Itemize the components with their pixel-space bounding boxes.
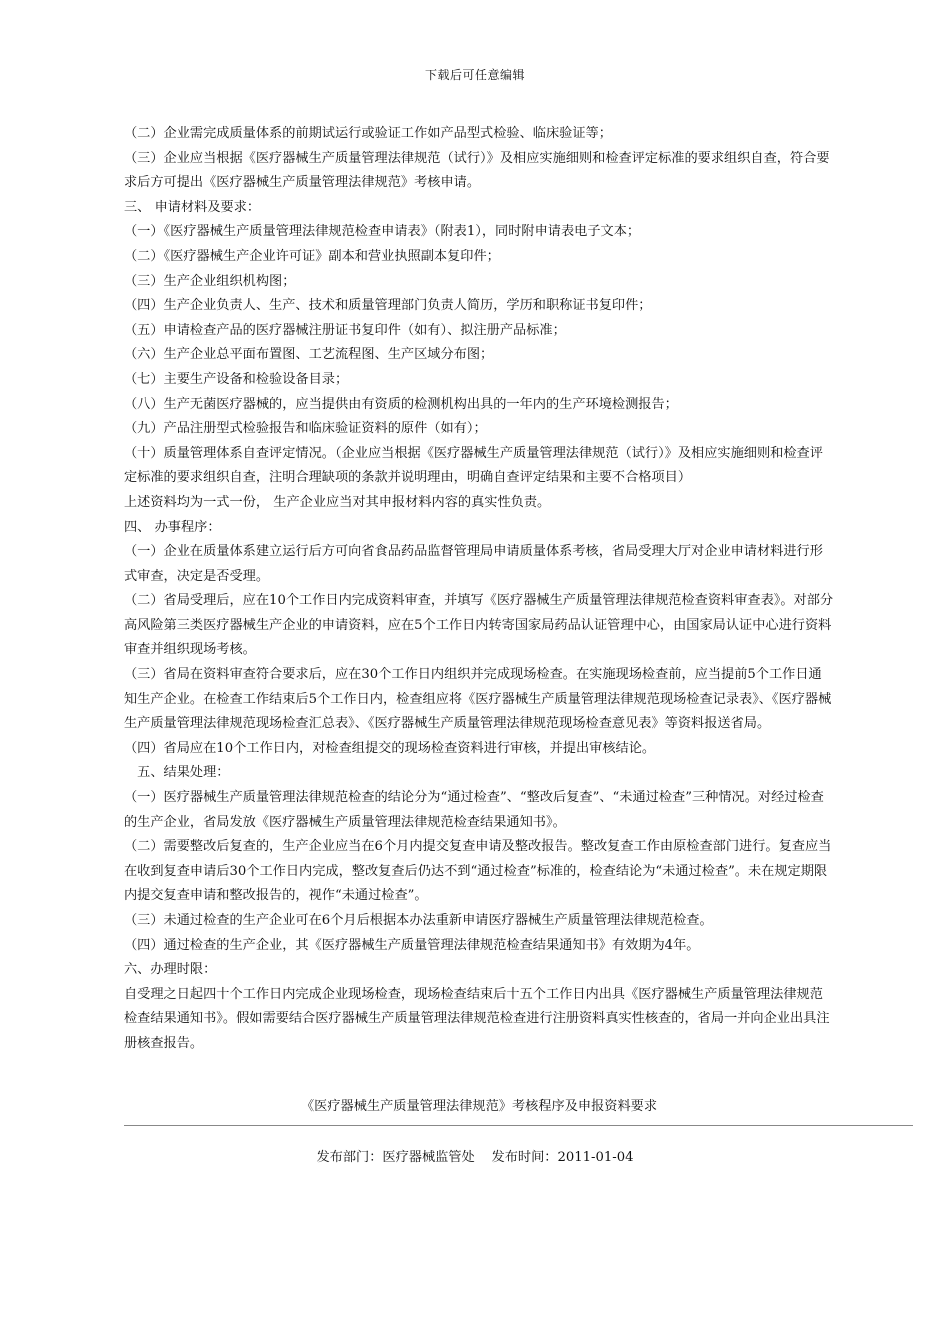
paragraph: （三）生产企业组织机构图；: [124, 273, 296, 289]
paragraph: （三）省局在资料审查符合要求后，应在30个工作日内组织并完成现场检查。在实施现场检查前，应当提前5个工作日通知生产企业。在检查工作结束后5个工作日内，检查组应将《医疗器械生产质量管理法律规范现场检查记录表》、《医疗器械生产质量管理法律规范现场检查汇总表》、《医疗器械生产质量管理法律规范现场检查意见表》等资料报送省局。: [124, 667, 832, 732]
document-title: 《医疗器械生产质量管理法律规范》考核程序及申报资料要求: [300, 1099, 658, 1114]
publish-info: 发布部门：医疗器械监管处 发布时间：2011-01-04: [316, 1150, 634, 1165]
paragraph: （二）省局受理后，应在10个工作日内完成资料审查，并填写《医疗器械生产质量管理法律规范检查资料审查表》。对部分高风险第三类医疗器械生产企业的申请资料，应在5个工作日内转寄国家局药品认证管理中心，由国家局认证中心进行资料审查并组织现场考核。: [124, 593, 834, 658]
paragraph: （三）企业应当根据《医疗器械生产质量管理法律规范（试行）》及相应实施细则和检查评定标准的要求组织自查，符合要求后方可提出《医疗器械生产质量管理法律规范》考核申请。: [124, 150, 830, 191]
paragraph: （二）需要整改后复查的，生产企业应当在6个月内提交复查申请及整改报告。整改复查工作由原检查部门进行。复查应当在收到复查申请后30个工作日内完成，整改复查后仍达不到“通过检查”标准的，检查结论为“未通过检查”。未在规定期限内提交复查申请和整改报告的，视作“未通过检查”。: [124, 839, 832, 904]
paragraph: 上述资料均为一式一份， 生产企业应当对其申报材料内容的真实性负责。: [124, 494, 551, 510]
paragraph: （十）质量管理体系自查评定情况。（企业应当根据《医疗器械生产质量管理法律规范（试行）》及相应实施细则和检查评定标准的要求组织自查，注明合理缺项的条款并说明理由，明确自查评定结果和主要不合格项目）: [124, 445, 823, 486]
paragraph: （一）企业在质量体系建立运行后方可向省食品药品监督管理局申请质量体系考核，省局受理大厅对企业申请材料进行形式审查，决定是否受理。: [124, 544, 823, 584]
paragraph: 自受理之日起四十个工作日内完成企业现场检查，现场检查结束后十五个工作日内出具《医疗器械生产质量管理法律规范检查结果通知书》。假如需要结合医疗器械生产质量管理法律规范检查进行注册资料真实性核查的，省局一并向企业出具注册核查报告。: [124, 986, 830, 1051]
paragraph: （一）《医疗器械生产质量管理法律规范检查申请表》（附表1），同时附申请表电子文本；: [124, 224, 641, 240]
document-body: [124, 122, 834, 1057]
paragraph: （八）生产无菌医疗器械的，应当提供由有资质的检测机构出具的一年内的生产环境检测报告；: [124, 396, 678, 412]
paragraph: （四）省局应在10个工作日内，对检查组提交的现场检查资料进行审核，并提出审核结论。: [124, 740, 656, 756]
paragraph: （四）生产企业负责人、生产、技术和质量管理部门负责人简历，学历和职称证书复印件；: [124, 298, 652, 314]
divider: [124, 1125, 913, 1126]
paragraph: （六）生产企业总平面布置图、工艺流程图、生产区域分布图；: [124, 347, 494, 363]
paragraph: （一）医疗器械生产质量管理法律规范检查的结论分为“通过检查”、“整改后复查”、“未通过检查”三种情况。对经过检查的生产企业，省局发放《医疗器械生产质量管理法律规范检查结果通知书》。: [124, 790, 824, 830]
paragraph: （七）主要生产设备和检验设备目录；: [124, 371, 349, 387]
paragraph: （四）通过检查的生产企业，其《医疗器械生产质量管理法律规范检查结果通知书》有效期为4年。: [124, 937, 700, 953]
section-heading: 三、 申请材料及要求：: [124, 199, 261, 215]
paragraph: （三）未通过检查的生产企业可在6个月后根据本办法重新申请医疗器械生产质量管理法律规范检查。: [124, 913, 713, 928]
section-heading: 五、结果处理：: [124, 765, 230, 781]
paragraph: （九）产品注册型式检验报告和临床验证资料的原件（如有）；: [124, 421, 487, 437]
paragraph: （二）企业需完成质量体系的前期试运行或验证工作如产品型式检验、临床验证等；: [124, 126, 612, 141]
section-heading: 六、办理时限：: [124, 962, 217, 978]
paragraph: （五）申请检查产品的医疗器械注册证书复印件（如有）、拟注册产品标准；: [124, 322, 566, 338]
header-note: 下载后可任意编辑: [424, 68, 525, 82]
section-heading: 四、 办事程序：: [124, 519, 221, 535]
paragraph: （二）《医疗器械生产企业许可证》副本和营业执照副本复印件；: [124, 248, 500, 264]
